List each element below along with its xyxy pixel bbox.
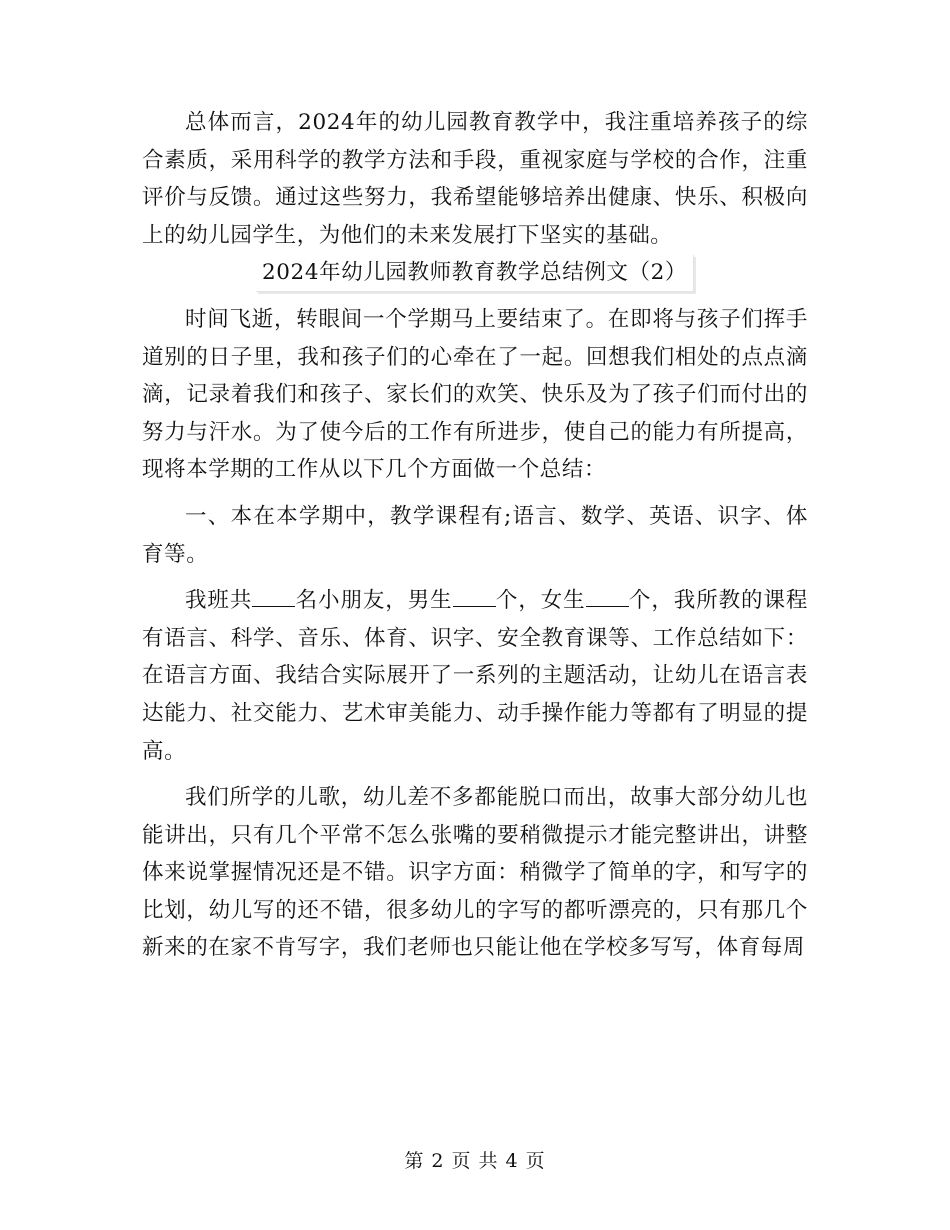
intro-paragraph: 时间飞逝，转眼间一个学期马上要结束了。在即将与孩子们挥手道别的日子里，我和孩子们的心牵在了一起。回想我们相处的点点滴滴，记录着我们和孩子、家长们的欢笑、快乐及为了孩子们而付出的努力与汗水。为了使今后的工作有所进步，使自己的能力有所提高，现将本学期的工作从以下几个方面做一个总结： bbox=[142, 306, 808, 483]
class-info-part-3: 个，女生 bbox=[495, 588, 586, 614]
songs-literacy-paragraph: 我们所学的儿歌，幼儿差不多都能脱口而出，故事大部分幼儿也能讲出，只有几个平常不怎么张嘴的要稍微提示才能完整讲出，讲整体来说掌握情况还是不错。识字方面：稍微学了简单的字，和写字的比划，幼儿写的还不错，很多幼儿的字写的都听漂亮的，只有那几个新来的在家不肯写字，我们老师也只能让他在学校多写写，体育每周 bbox=[142, 785, 808, 961]
girls-blank bbox=[586, 585, 629, 608]
page-footer: 第 2 页 共 4 页 bbox=[404, 1150, 546, 1172]
class-info-part-1: 我班共 bbox=[185, 588, 253, 614]
total-children-blank bbox=[252, 585, 295, 608]
document-body bbox=[142, 104, 808, 967]
class-info-part-2: 名小朋友，男生 bbox=[295, 588, 453, 614]
boys-blank bbox=[453, 585, 496, 608]
summary-paragraph: 总体而言，2024年的幼儿园教育教学中，我注重培养孩子的综合素质，采用科学的教学方法和手段，重视家庭与学校的合作，注重评价与反馈。通过这些努力，我希望能够培养出健康、快乐、积极向上的幼儿园学生，为他们的未来发展打下坚实的基础。 bbox=[142, 110, 808, 248]
section-title: 2024年幼儿园教师教育教学总结例文（2） bbox=[256, 255, 694, 292]
class-info-part-4: 个，我所教的课程有语言、科学、音乐、体育、识字、安全教育课等、工作总结如下：在语言方面、我结合实际展开了一系列的主题活动，让幼儿在语言表达能力、社交能力、艺术审美能力、动手操作能力等都有了明显的提高。 bbox=[142, 588, 808, 764]
section-heading bbox=[142, 254, 808, 292]
class-info-paragraph bbox=[142, 582, 808, 770]
courses-paragraph: 一、本在本学期中，教学课程有;语言、数学、英语、识字、体育等。 bbox=[142, 503, 808, 567]
